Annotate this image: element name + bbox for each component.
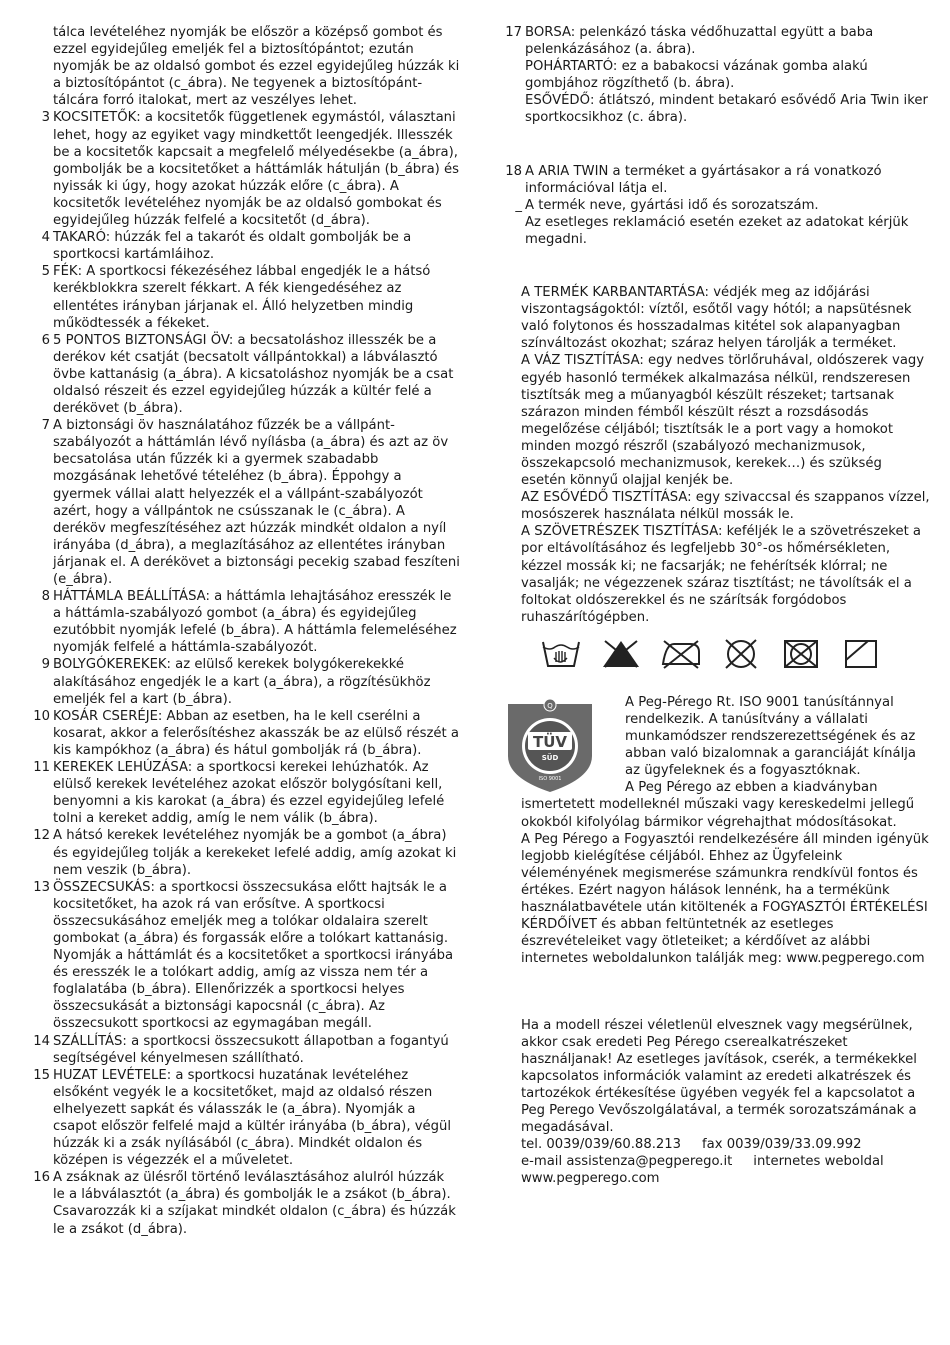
list-item-8 xyxy=(20,588,460,656)
list-item-3 xyxy=(20,109,460,229)
tuv-sub-text: SÜD xyxy=(541,753,559,762)
care-section xyxy=(521,284,930,626)
instruction-list xyxy=(20,109,460,1237)
item-number: 5 xyxy=(41,264,50,280)
tuv-iso-text: ISO 9001 xyxy=(538,775,562,782)
item-text: SZÁLLÍTÁS: a sportkocsi összecsukott állapotban a fogantyú segítségével kényelmesen szállítható. xyxy=(53,1033,449,1066)
item-number: _ xyxy=(515,197,522,213)
list-item-14 xyxy=(20,1033,460,1067)
list-item-18-sub xyxy=(492,197,930,248)
spare-parts-text: Ha a modell részei véletlenül elvesznek vagy megsérülnek, akkor csak eredeti Peg Pérego cserealkatrészeket használjanak! Az esetleges javítások, cserék, a termékekkel kapcsolatos információk valamint az eredeti alkatrészek és tartozékok értékesítése ügyében vegyék fel a kapcsolatot a Peg Perego Vevőszolgálatával, a termék sorozatszámának a megadásával. xyxy=(521,1017,917,1136)
product-info-text: A termék neve, gyártási idő és sorozatszám. xyxy=(525,197,819,213)
item-number: 16 xyxy=(33,1170,50,1186)
fabric-cleaning-text: A SZÖVETRÉSZEK TISZTÍTÁSA: keféljék le a szövetrészeket a por eltávolításához és legfeljebb 30°-os hőmérsékleten, kézzel mossák ki; ne facsarják; ne fehérítsék klórral; ne vasalják; ne végezzenek száraz tisztítást; ne távolítsák el a foltokat oldószerekkel és ne szárítsák forgódobos ruhaszárítógépben. xyxy=(521,524,922,625)
item-number: 10 xyxy=(33,708,50,724)
borsa-text: BORSA: pelenkázó táska védőhuzattal együtt a baba pelenkázásához (a. ábra). xyxy=(525,25,874,58)
item-number: 3 xyxy=(41,110,50,126)
item-text: 5 PONTOS BIZTONSÁGI ÖV: a becsatoláshoz illesszék be a derékov két csatját (becsatolt vállpántokkal) a lábválasztó övbe kattanásig (a_ábra). A kicsatoláshoz nyomják be a csat oldalsó részeit és ezzel egyidejűleg húzzák a kültér felé a derékövet (b_ábra). xyxy=(53,332,454,417)
item-text xyxy=(525,197,930,248)
left-column xyxy=(20,24,460,1238)
list-item-13 xyxy=(20,879,460,1033)
list-item-5 xyxy=(20,263,460,331)
list-item-12 xyxy=(20,827,460,878)
list-item-16 xyxy=(20,1169,460,1237)
tuv-badge-top: Q xyxy=(547,701,553,710)
frame-cleaning-text: A VÁZ TISZTÍTÁSA: egy nedves törlőruhával, oldószerek vagy egyéb hasonló termékek alkalmazása nélkül, rendszeresen tisztítsák meg a műanyagból készült részeket; tartsanak szárazon minden fémből készült részt a rozsdásodás megelőzése céljából; tisztítsák le a port vagy a homokot minden mozgó részről (szabályozó mechanizmusok, összekapcsoló mechanizmusok, kerekek…) és szükség esetén könnyű olajjal kenjék be. xyxy=(521,353,925,489)
item-number: 13 xyxy=(33,879,50,895)
item-number: 14 xyxy=(33,1033,50,1049)
item-number: 11 xyxy=(33,760,50,776)
item-text xyxy=(525,24,930,127)
item-number: 7 xyxy=(41,418,50,434)
list-item-17 xyxy=(492,24,930,127)
tuv-sud-seal-icon xyxy=(500,694,600,794)
list-item-11 xyxy=(20,759,460,827)
intro-paragraph: tálca levételéhez nyomják be először a középső gombot és ezzel egyidejűleg emeljék fel a biztosítópántot; ezután nyomják be az oldalsó gombot és ezzel egyidejűleg húzzák ki a biztosítópántot (c_ábra). Ne tegyenek a biztosítópánt-tálcára forró italokat, mert az veszélyes lehet. xyxy=(53,25,460,109)
item-number: 17 xyxy=(505,25,522,40)
item-text: KEREKEK LEHÚZÁSA: a sportkocsi kerekei lehúzhatók. Az elülső kerekek levételéhez azokat először bolygósítani kell, benyomni a kis karokat (a_ábra) és ezzel egyidejűleg lefelé tolni a kereket addig, amíg le nem válik (b_ábra). xyxy=(53,760,445,827)
iso-text-2: A Peg Pérego az ebben a kiadványban xyxy=(625,780,878,796)
reclamation-text: Az esetleges reklamáció esetén ezeket az adatokat kérjük megadni. xyxy=(525,214,909,247)
list-item-7 xyxy=(20,417,460,588)
item-text: TAKARÓ: húzzák fel a takarót és oldalt gombolják be a sportkocsi kartámláihoz. xyxy=(53,230,412,263)
iso-text: A Peg-Pérego Rt. ISO 9001 tanúsítánnyal rendelkezik. A tanúsítvány a vállalati munkamódszer rendszerezettségének és az abban való bizalomnak a garanciáját kínálja az ügyfeleknek és a fogyasztóknak. xyxy=(625,694,916,779)
list-item-10 xyxy=(20,708,460,759)
item-text: A hátsó kerekek levételéhez nyomják be a gombot (a_ábra) és egyidejűleg tolják a kerekeket lefelé addig, amíg azokat ki nem veszik (b_ábra). xyxy=(53,828,457,878)
iso-certification-text xyxy=(625,694,930,797)
item-number: 4 xyxy=(41,230,50,246)
item-number: 8 xyxy=(41,589,50,605)
item-text: KOCSITETŐK: a kocsitetők függetlenek egymástól, választani lehet, hogy az egyiket vagy mindkettőt leengedjék. Illesszék be a kocsitetők kapcsait a megfelelő mélyedésekbe (a_ábra), gombolják be a kocsitetőket a háttámlák hátulján (b_ábra) és nyissák ki úgy, hogy azokat húzzák előre (c_ábra). A kocsitetők levételéhez nyomják be az oldalsó gombokat és egyidejűleg húzzák felfelé a kocsitetőt (d_ábra). xyxy=(53,110,459,229)
item-text: ÖSSZECSUKÁS: a sportkocsi összecsukása előtt hajtsák le a kocsitetőket, ha azok rá van erősítve. A sportkocsi összecsukásához emeljék meg a tolókar oldalaira szerelt gombokat (a_ábra) és forgassák előre a tolókart kattanásig. Nyomják a háttámlát és a kocsitetőket a sportkocsi irányába és eresszék le a tolókart addig, amíg az vissza nem tér a foglalatába (b_ábra). Ellenőrizzék a sportkocsi helyes összecsukását a biztonsági kapocsnál (c_ábra). Az összecsukott sportkocsi az egymagában megáll. xyxy=(53,879,454,1032)
item-text: A ARIA TWIN a terméket a gyártásakor a rá vonatkozó információval látja el. xyxy=(525,163,882,196)
item-number: 12 xyxy=(33,828,50,844)
list-item-6 xyxy=(20,332,460,417)
esovedo-text: ESŐVÉDŐ: átlátszó, mindent betakaró esővédő Aria Twin iker sportkocsikhoz (c. ábra). xyxy=(525,93,928,126)
hand-wash-30-icon xyxy=(540,638,582,670)
contact-email: e-mail assistenza@pegperego.it internetes weboldal xyxy=(521,1154,884,1170)
item-text: FÉK: A sportkocsi fékezéséhez lábbal engedjék le a hátsó kerékblokkra szerelt fékkart. A fék kiengedéséhez az ellentétes irányban járjanak el. Álló helyzetben mindig működtessék a fékeket. xyxy=(53,264,431,331)
contact-website: www.pegperego.com xyxy=(521,1171,660,1187)
item-number: 15 xyxy=(33,1067,50,1083)
tuv-brand-text: TÜV xyxy=(532,732,568,751)
contact-phone-fax: tel. 0039/039/60.88.213 fax 0039/039/33.09.992 xyxy=(521,1137,862,1153)
certification-section xyxy=(492,694,930,968)
list-item-18 xyxy=(492,163,930,197)
maintenance-text: A TERMÉK KARBANTARTÁSA: védjék meg az időjárási viszontagságoktól: víztől, esőtől vagy hótól; a napsütésnek való folytonos és hosszadalmas kitétel sok alapanyagban színváltozást okozhat; száraz helyen tárolják a terméket. xyxy=(521,285,912,352)
item-text: BOLYGÓKEREKEK: az elülső kerekek bolygókerekekké alakításához engedjék le a kart (a_ábra), a rögzítésükhöz emeljék fel a kart (b_ábra). xyxy=(53,657,431,707)
item-text: KOSÁR CSERÉJE: Abban az esetben, ha le kell cserélni a kosarat, akkor a felerősítéshez akasszák be az elülső részét a kis kampókhoz (a_ábra) és hátul gombolják rá (b_ábra). xyxy=(53,708,459,758)
list-item-4 xyxy=(20,229,460,263)
item-text: HÁTTÁMLA BEÁLLÍTÁSA: a háttámla lehajtásához eresszék le a háttámla-szabályozó gombot (a_ábra) és egyidejűleg ezutóbbit nyomják lefelé (b_ábra). A háttámla felemeléséhez nyomják felfelé a háttámla-szabályozót. xyxy=(53,589,457,656)
list-item-15 xyxy=(20,1067,460,1170)
list-item-9 xyxy=(20,656,460,707)
iso-continuation-text: ismertetett modelleknél műszaki vagy kereskedelmi jellegű okokból kifolyólag bármikor végrehajthat módosításokat. xyxy=(521,797,915,830)
pohartarto-text: POHÁRTARTÓ: ez a babakocsi vázának gomba alakú gombjához rögzíthető (b. ábra). xyxy=(525,59,868,92)
item-number: 6 xyxy=(41,332,50,348)
no-iron-icon xyxy=(660,638,702,670)
care-symbols xyxy=(540,634,930,674)
consumer-feedback-text: A Peg Pérego a Fogyasztói rendelkezésére áll minden igényük legjobb kielégítése céljából. Ehhez az Ügyfeleink véleményének megismerése számunkra rendkívül fontos és értékes. Ezért nagyon hálások lennénk, ha a termékünk használatbavétele után kitöltenék a FOGYASZTÓI ÉRTÉKELÉSI KÉRDŐÍVET és abban feltüntetnék az esetleges észrevételeiket vagy ötleteiket; a kérdőívet az alábbi internetes weboldalunkon találják meg: www.pegperego.com xyxy=(521,831,929,967)
item-number: 9 xyxy=(41,657,50,673)
item-text: A biztonsági öv használatához fűzzék be a vállpánt-szabályozót a háttámlán lévő nyílásba (a_ábra) és azt az öv becsatolása után fűzzék ki a gyermek szabadabb mozgásának lehetővé tételéhez (b_ábra). Éppohgy a gyermek vállai alatt helyezzék el a vállpánt-szabályozót azért, hogy a vállpántok ne csússzanak le (c_ábra). A deréköv megfeszítéséhez azt húzzák mindkét oldalon a nyíl irányába (d_ábra), a meglazításához az ellentétes irányban járjanak el. A derékövet a biztonsági pecekig szabad feszíteni (e_ábra). xyxy=(53,418,460,587)
raincover-cleaning-text: AZ ESŐVÉDŐ TISZTÍTÁSA: egy szivaccsal és szappanos vízzel, mosószerek használata nélkül mossák le. xyxy=(521,490,930,523)
no-tumble-dry-icon xyxy=(780,638,822,670)
item-text: A zsáknak az ülésről történő leválasztásához alulról húzzák le a lábválasztót (a_ábra) és gombolják le a zsákot (b_ábra). Csavarozzák ki a szíjakat mindkét oldalon (c_ábra) és húzzák le a zsákot (d_ábra). xyxy=(53,1170,456,1237)
line-dry-icon xyxy=(840,638,882,670)
spare-parts-section xyxy=(521,1017,930,1188)
item-number: 18 xyxy=(505,163,522,179)
no-bleach-icon xyxy=(600,638,642,670)
item-text: HUZAT LEVÉTELE: a sportkocsi huzatának levételéhez elsőként vegyék le a kocsitetőket, majd az oldalsó részen elhelyezett sapkát és válasszák le (a_ábra). Nyomják a csapot először felfelé majd a kültér irányába (b_ábra), végül húzzák ki a zsák nyílásából (c_ábra). Mindkét oldalon és középen is végezzék el a műveletet. xyxy=(53,1067,452,1169)
no-dry-clean-icon xyxy=(720,638,762,670)
right-column xyxy=(492,24,930,1188)
